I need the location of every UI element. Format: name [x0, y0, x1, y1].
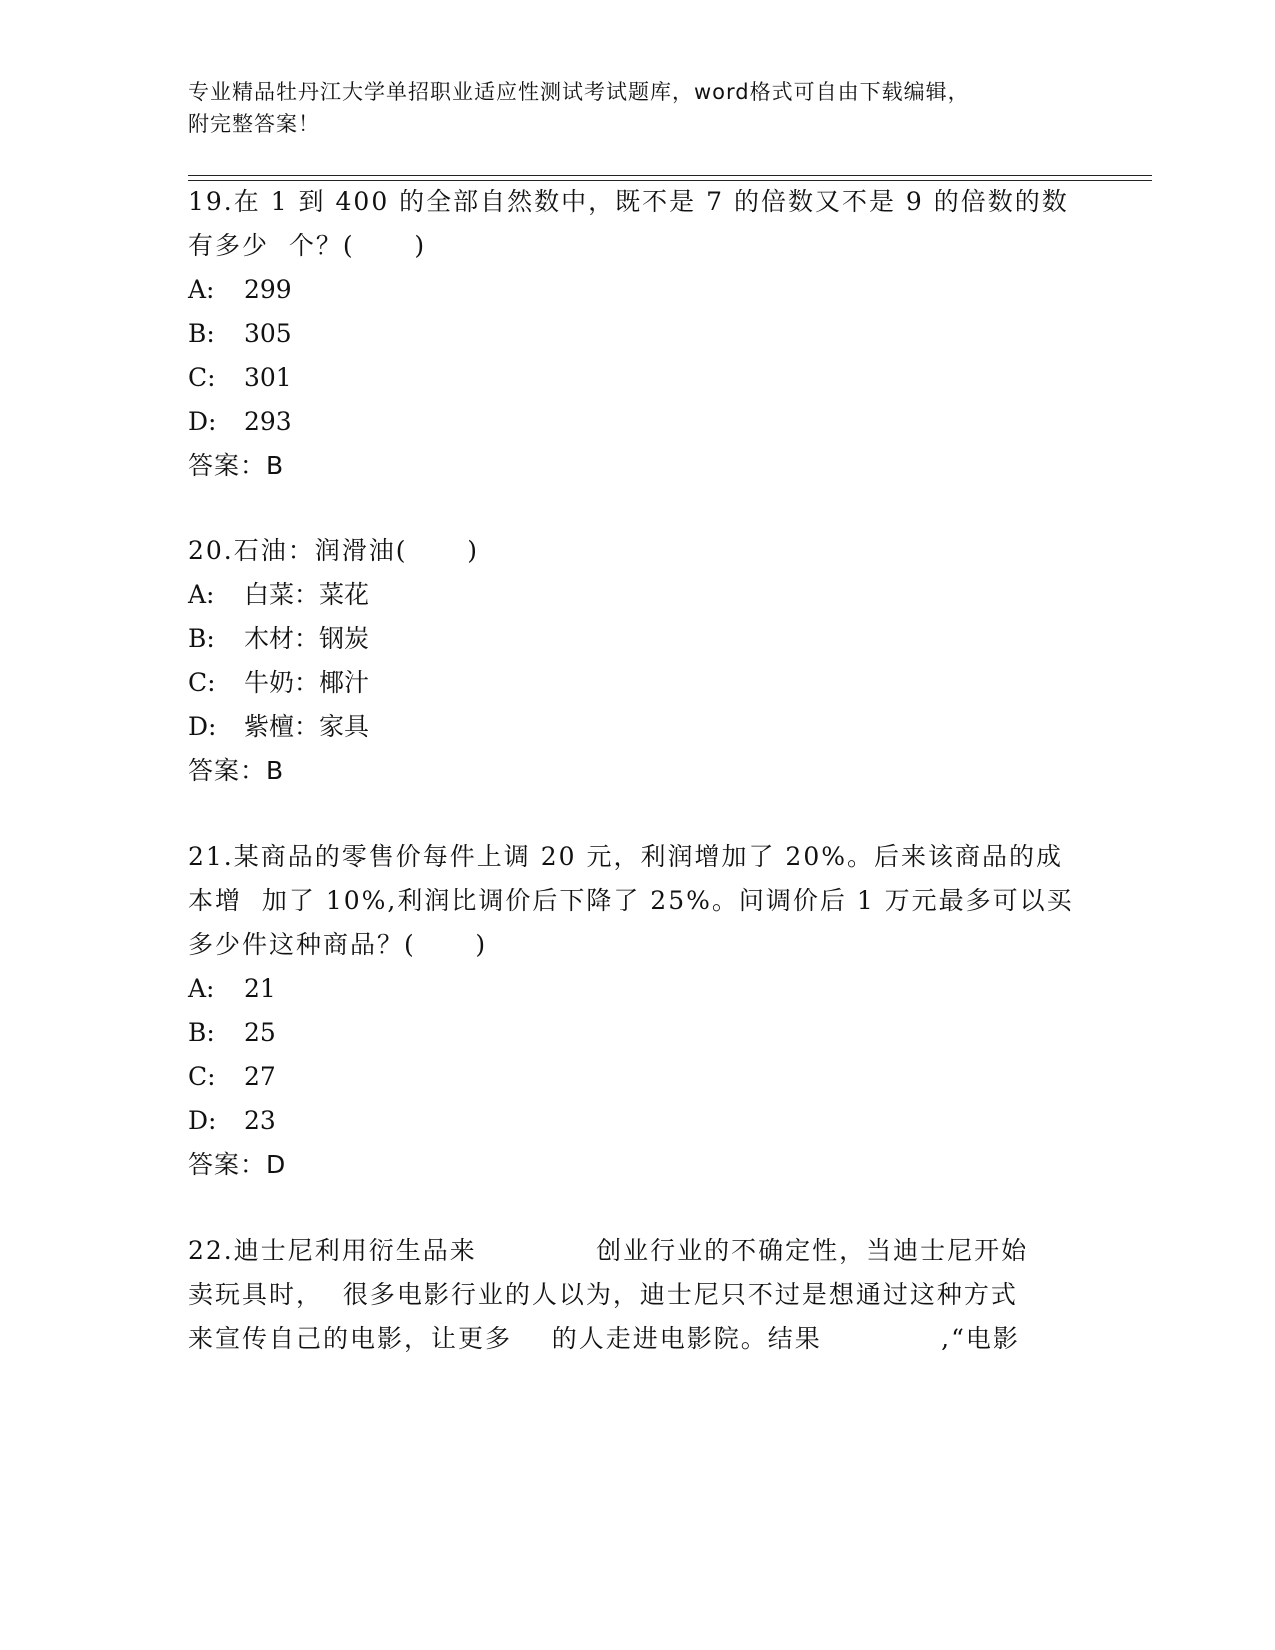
question-20-option-c	[188, 668, 369, 698]
option-text: 木材：钢炭	[244, 624, 370, 653]
option-text: 25	[244, 1018, 276, 1047]
option-label: C:	[188, 668, 216, 697]
header-line-2: 附完整答案！	[188, 112, 320, 136]
option-label: B:	[188, 1018, 215, 1047]
option-label: D:	[188, 407, 217, 436]
option-label: A:	[188, 974, 215, 1003]
question-20-option-b	[188, 624, 369, 654]
question-21-line-1: 21.某商品的零售价每件上调 20 元，利润增加了 20%。后来该商品的成	[188, 842, 1063, 871]
question-19-option-a	[188, 275, 292, 305]
header-divider-top	[188, 175, 1152, 176]
option-text: 21	[244, 974, 276, 1003]
option-label: A:	[188, 580, 215, 609]
question-21-line-3: 多少件这种商品？( )	[188, 930, 488, 959]
question-21-option-a	[188, 974, 276, 1004]
option-text: 27	[244, 1062, 276, 1091]
option-text: 293	[244, 407, 292, 436]
question-21-answer: 答案：D	[188, 1150, 287, 1179]
question-20-answer: 答案：B	[188, 756, 285, 785]
question-19-line-1: 19.在 1 到 400 的全部自然数中，既不是 7 的倍数又不是 9 的倍数的数	[188, 187, 1069, 216]
question-19-line-2: 有多少 个？( )	[188, 231, 427, 260]
option-label: D:	[188, 1106, 217, 1135]
option-text: 牛奶：椰汁	[244, 668, 370, 697]
option-label: D:	[188, 712, 217, 741]
question-22-line-3: 来宣传自己的电影，让更多 的人走进电影院。结果 ,“电影	[188, 1324, 1020, 1353]
question-19-answer: 答案：B	[188, 451, 285, 480]
header-line-1: 专业精品牡丹江大学单招职业适应性测试考试题库，word格式可自由下载编辑，	[188, 80, 970, 104]
option-text: 23	[244, 1106, 276, 1135]
question-19-option-c	[188, 363, 292, 393]
question-20-option-a	[188, 580, 369, 610]
option-text: 紫檀：家具	[244, 712, 370, 741]
question-21-option-d	[188, 1106, 276, 1136]
question-21-option-b	[188, 1018, 276, 1048]
question-19-option-b	[188, 319, 292, 349]
option-text: 299	[244, 275, 292, 304]
option-label: C:	[188, 1062, 216, 1091]
option-text: 301	[244, 363, 292, 392]
option-label: B:	[188, 319, 215, 348]
option-text: 白菜：菜花	[244, 580, 370, 609]
document-header	[188, 76, 1068, 140]
question-22-line-1: 22.迪士尼利用衍生品来 创业行业的不确定性，当迪士尼开始	[188, 1236, 1029, 1265]
question-20-line-1: 20.石油：润滑油( )	[188, 536, 479, 565]
option-label: A:	[188, 275, 215, 304]
option-label: B:	[188, 624, 215, 653]
header-divider-bottom	[188, 180, 1152, 181]
option-text: 305	[244, 319, 292, 348]
question-21-option-c	[188, 1062, 276, 1092]
question-20-option-d	[188, 712, 369, 742]
question-22-line-2: 卖玩具时， 很多电影行业的人以为，迪士尼只不过是想通过这种方式	[188, 1280, 1018, 1309]
question-19-option-d	[188, 407, 292, 437]
option-label: C:	[188, 363, 216, 392]
question-21-line-2: 本增 加了 10%,利润比调价后下降了 25%。问调价后 1 万元最多可以买	[188, 886, 1074, 915]
